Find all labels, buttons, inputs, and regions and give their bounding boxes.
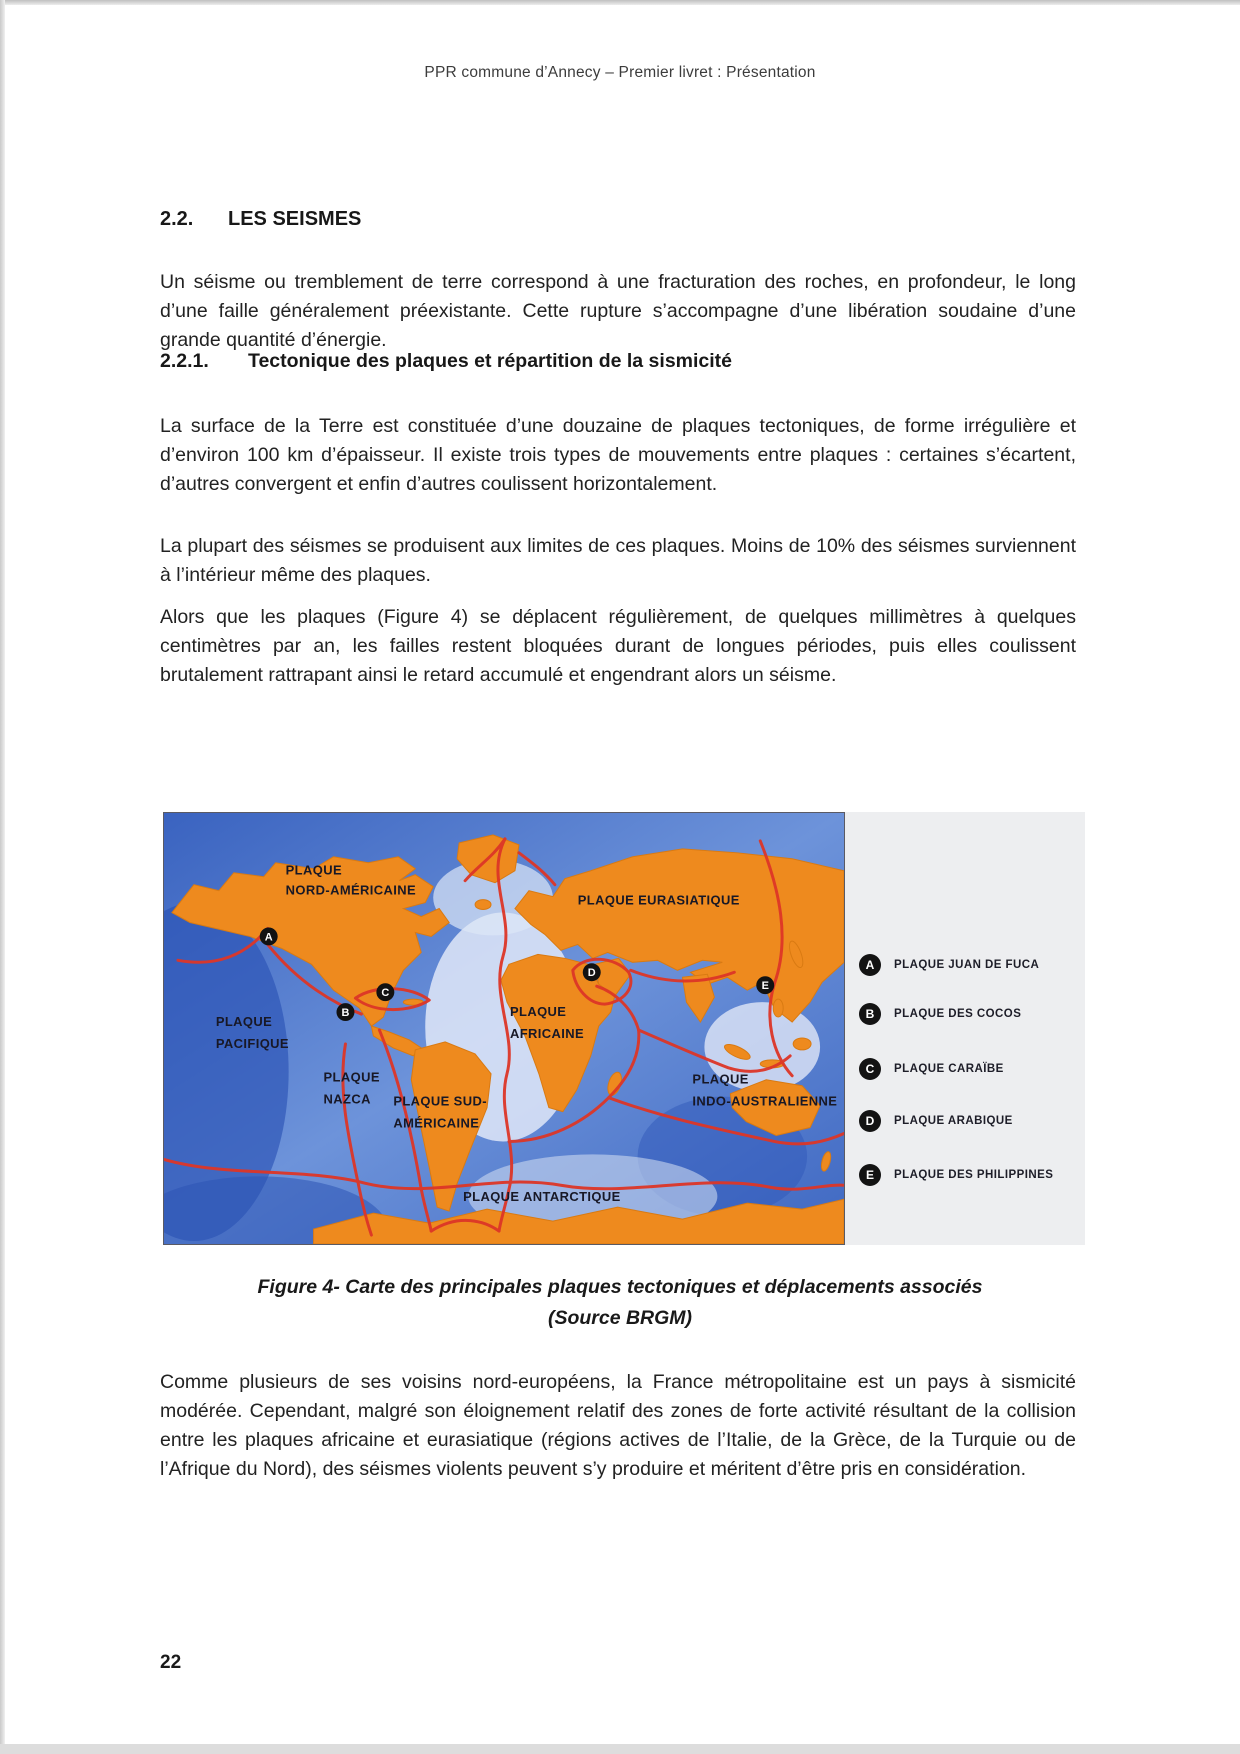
- label-plaque-nazca: PLAQUE: [323, 1069, 380, 1085]
- legend-item-caraibe: [859, 1058, 1004, 1080]
- marker-B: [336, 1003, 354, 1021]
- figure-caption: [130, 1272, 1110, 1334]
- marker-E: [756, 976, 774, 994]
- label-plaque-africaine-2: AFRICAINE: [509, 1025, 585, 1041]
- legend-label: PLAQUE CARAÏBE: [894, 1063, 1004, 1075]
- marker-B-letter: B: [341, 1007, 350, 1020]
- figure-caption-line2: (Source BRGM): [547, 1307, 693, 1329]
- marker-E-letter: E: [761, 980, 769, 993]
- legend-item-juan-de-fuca: [859, 954, 1039, 976]
- land-iceland: [475, 900, 491, 910]
- land-borneo: [793, 1038, 811, 1050]
- paragraph-seisme-definition: Un séisme ou tremblement de terre correspond à une fracturation des roches, en profondeur, le long d’une faille généralement préexistante. Cette rupture s’accompagne d’une libération soudaine d’une grande quantité d’énergie.: [160, 270, 1076, 351]
- label-plaque-indo-australienne: PLAQUE: [692, 1071, 749, 1087]
- label-plaque-nord-americaine: PLAQUE: [285, 862, 343, 878]
- label-plaque-nord-americaine-2: NORD-AMÉRICAINE: [285, 882, 417, 898]
- section-number: 2.2.: [160, 208, 194, 230]
- label-plaque-eurasiatique: PLAQUE EURASIATIQUE: [577, 892, 740, 908]
- label-plaque-sud-americaine: PLAQUE SUD-: [393, 1093, 487, 1109]
- legend-item-cocos: [859, 1003, 1021, 1025]
- marker-D: [583, 963, 601, 981]
- marker-A: [260, 927, 278, 945]
- legend-item-philippines: [859, 1164, 1053, 1186]
- legend-letter-badge: E: [859, 1164, 881, 1186]
- scan-edge-bottom: [0, 1744, 1240, 1754]
- land-philippines: [773, 999, 783, 1017]
- legend-label: PLAQUE JUAN DE FUCA: [894, 959, 1040, 971]
- figure-4-tectonic-map: [163, 812, 1085, 1245]
- paragraph-failles: Alors que les plaques (Figure 4) se déplacent régulièrement, de quelques millimètres à quelques centimètres par an, les failles restent bloquées durant de longues périodes, puis elles coulissent brutalement rattrapant ainsi le retard accumulé et engendrant alors un séisme.: [160, 605, 1076, 686]
- label-plaque-indo-australienne-2: INDO-AUSTRALIENNE: [692, 1093, 838, 1109]
- section-title: LES SEISMES: [228, 208, 362, 230]
- label-plaque-pacifique: PLAQUE: [215, 1014, 273, 1030]
- tectonic-map-svg: [164, 813, 844, 1244]
- page-header: PPR commune d’Annecy – Premier livret : Présentation: [424, 64, 816, 81]
- map-legend-panel: [845, 812, 1085, 1245]
- world-tectonic-map-image: [163, 812, 845, 1245]
- label-plaque-sud-americaine-2: AMÉRICAINE: [393, 1115, 480, 1131]
- label-plaque-antarctique: PLAQUE ANTARCTIQUE: [463, 1189, 621, 1205]
- section-heading-2-2-1: [160, 350, 732, 373]
- marker-A-letter: A: [264, 931, 273, 944]
- paragraph-france-sismicite: Comme plusieurs de ses voisins nord-européens, la France métropolitaine est un pays à sismicité modérée. Cependant, malgré son éloignement relatif des zones de forte activité résultant de la collision entre les plaques africaine et eurasiatique (régions actives de l’Italie, de la Grèce, de la Turquie ou de l’Afrique du Nord), des séismes violents peuvent s’y produire et méritent d’être pris en considération.: [160, 1370, 1076, 1480]
- marker-C-letter: C: [381, 987, 390, 1000]
- scan-edge-left: [0, 0, 5, 1754]
- subsection-title: Tectonique des plaques et répartition de la sismicité: [248, 350, 733, 372]
- legend-letter-badge: C: [859, 1058, 881, 1080]
- legend-label: PLAQUE ARABIQUE: [894, 1115, 1013, 1127]
- paragraph-surface-terre: La surface de la Terre est constituée d’une douzaine de plaques tectoniques, de forme irrégulière et d’environ 100 km d’épaisseur. Il existe trois types de mouvements entre plaques : certaines s’écartent, d’autres convergent et enfin d’autres coulissent horizontalement.: [160, 414, 1076, 495]
- legend-label: PLAQUE DES COCOS: [894, 1008, 1022, 1020]
- section-heading-2-2: [160, 208, 361, 231]
- figure-caption-line1: Figure 4- Carte des principales plaques tectoniques et déplacements associés: [257, 1276, 983, 1298]
- legend-letter-badge: D: [859, 1110, 881, 1132]
- legend-letter-badge: A: [859, 954, 881, 976]
- label-plaque-nazca-2: NAZCA: [323, 1091, 371, 1107]
- subsection-number: 2.2.1.: [160, 350, 209, 372]
- marker-D-letter: D: [587, 967, 596, 980]
- marker-C: [376, 983, 394, 1001]
- legend-label: PLAQUE DES PHILIPPINES: [894, 1169, 1054, 1181]
- label-plaque-pacifique-2: PACIFIQUE: [215, 1035, 289, 1051]
- legend-letter-badge: B: [859, 1003, 881, 1025]
- legend-item-arabique: [859, 1110, 1013, 1132]
- scan-edge-top: [0, 0, 1240, 5]
- paragraph-limites-plaques: La plupart des séismes se produisent aux limites de ces plaques. Moins de 10% des séismes surviennent à l’intérieur même des plaques.: [160, 534, 1076, 586]
- page-number: 22: [160, 1652, 182, 1673]
- label-plaque-africaine: PLAQUE: [509, 1004, 567, 1020]
